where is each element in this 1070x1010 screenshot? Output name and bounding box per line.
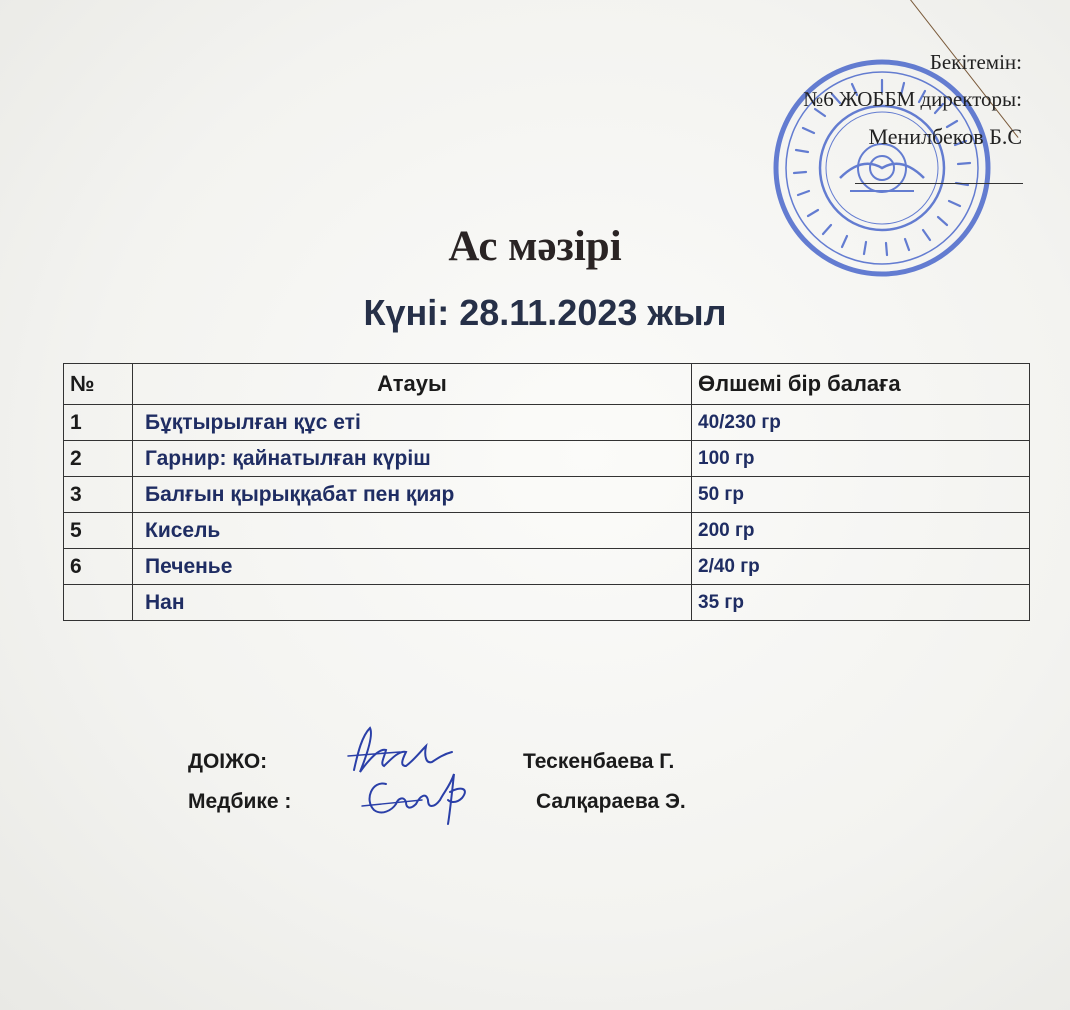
- approval-position: №6 ЖОББМ директоры:: [803, 87, 1022, 111]
- column-header-measure: Өлшемі бір балаға: [692, 364, 1030, 405]
- column-header-name: Атауы: [133, 364, 692, 405]
- column-header-number: №: [64, 364, 133, 405]
- approval-heading: Бекітемін:: [929, 50, 1022, 74]
- dish-name: Кисель: [133, 513, 692, 549]
- signature-label-nurse: Медбике :: [188, 790, 292, 813]
- dish-portion: 35 гр: [692, 585, 1030, 621]
- handwritten-signature-icon: [358, 766, 478, 826]
- dish-name: Печенье: [133, 549, 692, 585]
- dish-portion: 40/230 гр: [692, 405, 1030, 441]
- table-row: [64, 585, 1030, 621]
- signatory-name-nurse: Салқараева Э.: [536, 790, 686, 813]
- dish-portion: 100 гр: [692, 441, 1030, 477]
- signatory-name-dozo: Тескенбаева Г.: [523, 750, 675, 773]
- dish-name: Гарнир: қайнатылған күріш: [133, 441, 692, 477]
- row-number: 6: [64, 549, 133, 585]
- dish-portion: 50 гр: [692, 477, 1030, 513]
- row-number: 2: [64, 441, 133, 477]
- page-title: Ас мәзірі: [448, 223, 622, 270]
- row-number: 1: [64, 405, 133, 441]
- dish-portion: 200 гр: [692, 513, 1030, 549]
- dish-name: Балғын қырыққабат пен қияр: [133, 477, 692, 513]
- menu-table: [63, 363, 1030, 621]
- approval-director-name: Менилбеков Б.С: [868, 124, 1022, 149]
- page-date: Күні: 28.11.2023 жыл: [363, 292, 727, 333]
- table-header-row: [64, 364, 1030, 405]
- table-row: [64, 441, 1030, 477]
- dish-name: Бұқтырылған құс еті: [133, 405, 692, 441]
- signature-label-dozo: ДОІЖО:: [188, 750, 268, 773]
- table-row: [64, 549, 1030, 585]
- table-row: [64, 477, 1030, 513]
- approval-block: [803, 44, 1022, 155]
- dish-name: Нан: [133, 585, 692, 621]
- row-number: [64, 585, 133, 621]
- row-number: 3: [64, 477, 133, 513]
- table-row: [64, 513, 1030, 549]
- table-row: [64, 405, 1030, 441]
- row-number: 5: [64, 513, 133, 549]
- approval-signature-line: [855, 183, 1023, 184]
- dish-portion: 2/40 гр: [692, 549, 1030, 585]
